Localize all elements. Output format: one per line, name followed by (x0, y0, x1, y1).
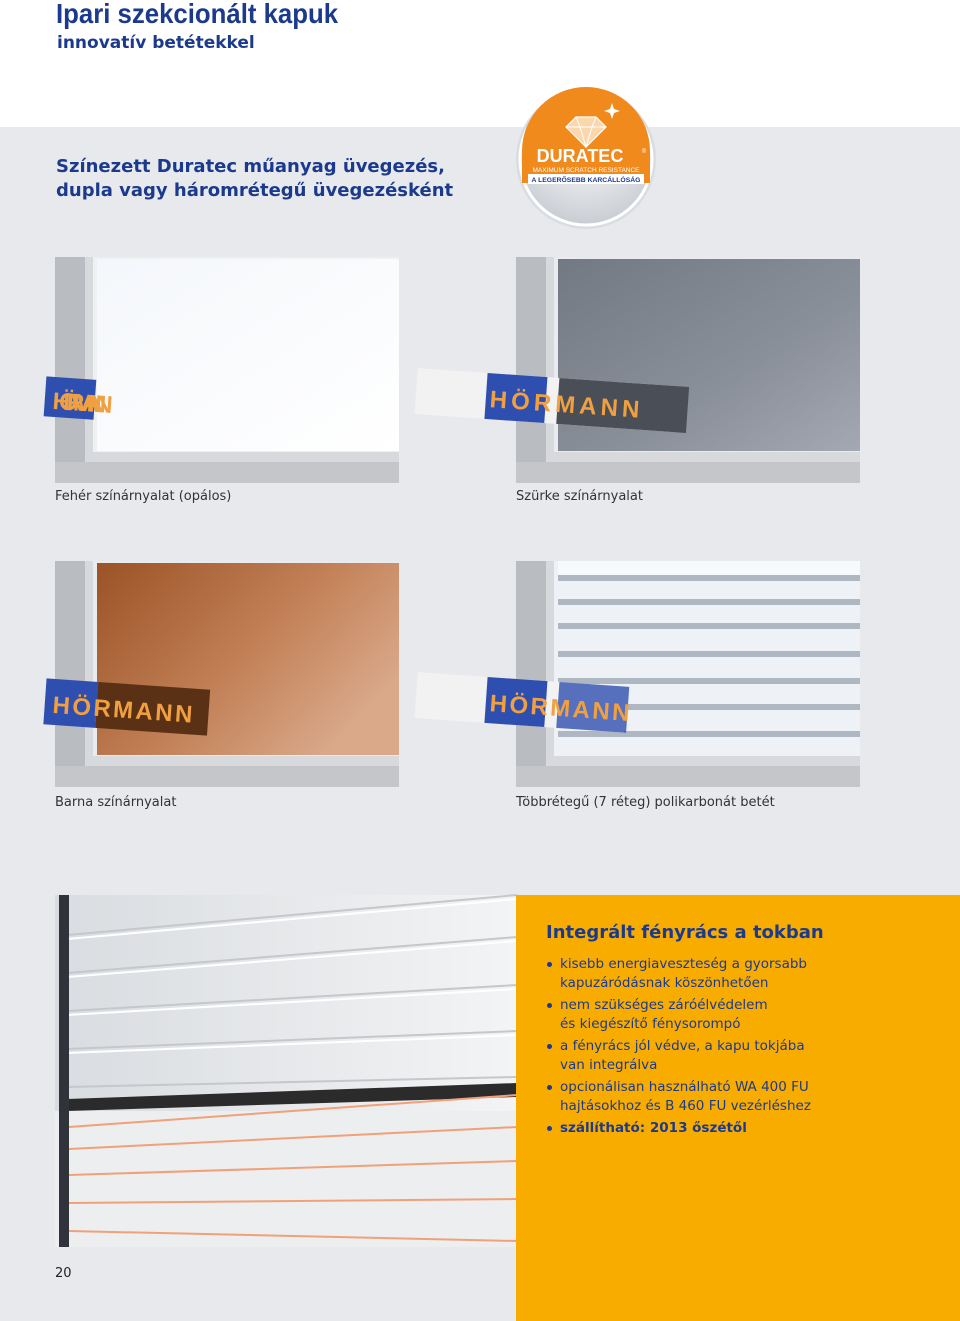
caption-brown: Barna színárnyalat (55, 795, 177, 810)
page-title: Ipari szekcionált kapuk (56, 0, 339, 29)
bullet-item (546, 955, 846, 992)
ruler-brand-text: HÖRMANN (51, 387, 114, 420)
bullet-line: a fényrács jól védve, a kapu tokjába (560, 1038, 805, 1054)
page-subtitle: innovatív betétekkel (57, 33, 255, 53)
caption-white: Fehér színárnyalat (opálos) (55, 489, 232, 504)
ruler-brand-text: HÖRMANN (488, 690, 631, 727)
bullet-line: hajtásokhoz és B 460 FU vezérléshez (560, 1097, 811, 1114)
sample-brown-glazing (51, 561, 399, 787)
sample-grey-glazing (488, 257, 860, 483)
section-heading-line-2: dupla vagy háromrétegű üvegezésként (56, 180, 454, 201)
caption-polycarbonate: Többrétegű (7 réteg) polikarbonát betét (516, 795, 775, 810)
sample-white-glazing (51, 257, 399, 483)
bullet-line: kapuzáródásnak köszönhetően (560, 974, 769, 991)
door-light-curtain-photo (55, 895, 517, 1247)
badge-tagline: MAXIMUM SCRATCH RESISTANCE (532, 167, 640, 174)
door-frame (59, 895, 69, 1247)
bullet-line: van integrálva (560, 1056, 658, 1073)
info-box (516, 895, 960, 1321)
bullet-line: kisebb energiaveszteség a gyorsabb (560, 956, 808, 972)
info-bullet-list (546, 955, 846, 1142)
ruler-brand-text: HÖRMANN (488, 386, 641, 424)
section-heading-line-1: Színezett Duratec műanyag üvegezés, (56, 156, 445, 177)
caption-grey: Szürke színárnyalat (516, 489, 643, 504)
bullet-line: opcionálisan használható WA 400 FU (560, 1079, 809, 1095)
page-number: 20 (55, 1266, 72, 1281)
bullet-item (546, 1078, 846, 1115)
section-heading (56, 155, 453, 203)
bullet-item-availability (546, 1119, 846, 1138)
badge-registered-mark: ® (641, 149, 647, 155)
badge-subline: A LEGERŐSEBB KARCÁLLÓSÁG (531, 177, 641, 184)
bullet-line: nem szükséges záróélvédelem (560, 997, 768, 1013)
sample-polycarbonate-insert (488, 561, 860, 787)
bullet-line: szállítható: 2013 őszétől (560, 1120, 747, 1136)
bullet-line: és kiegészítő fénysorompó (560, 1015, 741, 1032)
duratec-badge (514, 87, 658, 231)
bullet-item (546, 996, 846, 1033)
ruler-brand-text: HÖRMANN (51, 691, 194, 729)
badge-brand: DURATEC (536, 146, 624, 166)
info-title: Integrált fényrács a tokban (546, 922, 824, 943)
bullet-item (546, 1037, 846, 1074)
